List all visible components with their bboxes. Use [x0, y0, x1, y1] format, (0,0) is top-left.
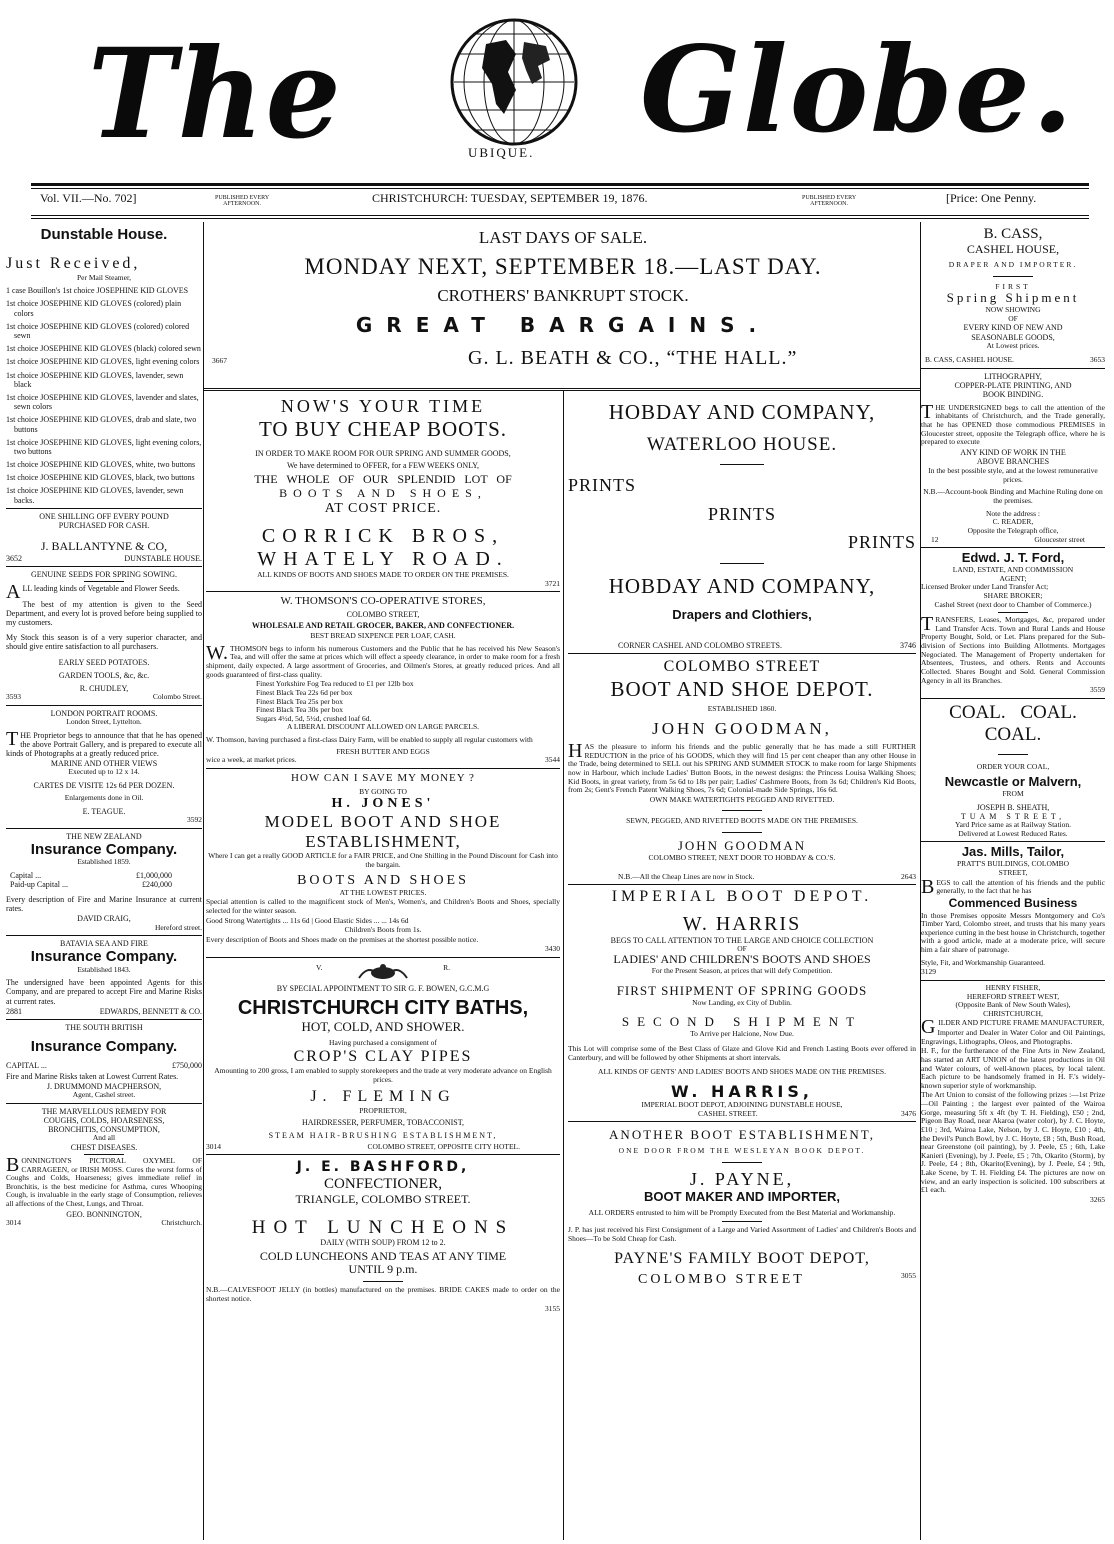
ad-firm: JOHN GOODMAN	[677, 838, 807, 854]
masthead-title-globe: Globe.	[640, 20, 1075, 159]
ad-line: UNTIL 9 p.m.	[348, 1262, 418, 1277]
ad-title: TO BUY CHEAP BOOTS.	[258, 416, 508, 441]
ad-line: EARLY SEED POTATOES.	[58, 657, 150, 667]
beath-bottom-rule-2	[204, 390, 920, 391]
ad-text: THE Proprietor begs to announce that that he has opened the above Portrait Gallery, and is prepared to execute all kinds of Photographs at a greatly reduced price.	[6, 727, 202, 758]
ad-address: STREET,	[998, 867, 1028, 877]
ad-title: Insurance Company.	[30, 1038, 178, 1056]
ad-text: wice a week, at market prices.	[206, 755, 297, 765]
ad-line: For the Present Season, at prices that will defy Competition.	[651, 966, 833, 976]
ad-address: TRIANGLE, COLOMBO STREET.	[295, 1191, 471, 1206]
top-rule	[31, 183, 1089, 186]
ad-value: £1,000,000	[136, 870, 172, 880]
ad-text: HAS the pleasure to inform his friends and the public generally that he has made a still FURTHER REDUCTION in the price of his GOODS, which they will find 15 per cent cheaper than any other House in the Trade, being determined to SELL out his SPRING AND SUMMER STOCK to make room for large Shipments now in Harbour, which include Ladies' Button Boots, in the newest designs: the Princess Louisa Walking Shoes; Kid Boots, in great variety, from 5s 6d to 18s per pair; Ladies' Cashmere Boots, from 3s 6d; Children's Kid Boots, from 2s; Gent's French Patent Walking Shoes, 7s 6d; Colonial-made Side Springs, 16s 6d.	[568, 740, 916, 795]
ad-line: SEASONABLE GOODS,	[971, 332, 1055, 342]
place-date: CHRISTCHURCH: TUESDAY, SEPTEMBER 19, 1876.	[372, 191, 648, 205]
ad-firm: Jas. Mills, Tailor,	[961, 844, 1065, 860]
ad-firm: GEO. BONNINGTON,	[66, 1209, 142, 1219]
ad-title: BOOT AND SHOE DEPOT.	[610, 676, 874, 701]
ad-nz-insurance	[6, 832, 202, 933]
ad-subtitle: THE SOUTH BRITISH	[65, 1022, 143, 1032]
ad-title: BOOK BINDING.	[982, 390, 1044, 400]
ad-number: 3265	[1090, 1194, 1105, 1204]
glove-item: 1st choice JOSEPHINE KID GLOVES, black, two buttons	[6, 473, 195, 483]
ad-address: Opposite the Telegraph office,	[967, 525, 1059, 535]
column-divider-1	[203, 222, 204, 1540]
ad-harris-boots	[568, 888, 916, 1118]
ad-line: BOOTS AND SHOES,	[279, 486, 487, 500]
ad-address: Gloucester street	[1034, 534, 1085, 544]
ad-line: NOW SHOWING	[985, 305, 1041, 315]
ad-text: GILDER AND PICTURE FRAME MANUFACTURER,	[921, 1016, 1105, 1039]
ad-value: £240,000	[142, 879, 172, 889]
ad-line: ABOVE BRANCHES	[976, 456, 1050, 466]
ad-address: WATERLOO HOUSE.	[646, 434, 838, 456]
ad-fleming-baths	[206, 964, 560, 1151]
ad-line: BEGS TO CALL ATTENTION TO THE LARGE AND CHOICE COLLECTION	[610, 935, 874, 945]
ad-address: Agent, Cashel street.	[72, 1089, 136, 1099]
ad-line: PROPRIETOR,	[359, 1105, 407, 1115]
ad-text: ALL leading kinds of Vegetable and Flower Seeds.	[6, 581, 180, 604]
ad-text: N.B.—Account-book Binding and Machine Ruling done on the premises.	[923, 487, 1103, 506]
ad-coal	[921, 702, 1105, 839]
ad-address: Christchurch.	[161, 1217, 202, 1227]
ad-text: Importer and Dealer in Water Color and Oil Paintings, Engravings, Lithographs, Oleos, and Photographs.	[921, 1028, 1105, 1046]
ad-line: OWN MAKE WATERTIGHTS PEGGED AND RIVETTED.	[649, 794, 835, 804]
ad-subtitle: SECOND SHIPMENT	[621, 1014, 863, 1030]
ad-address: COLOMBO STREET, OPPOSITE CITY HOTEL.	[367, 1141, 520, 1151]
ad-title: LAST DAYS OF SALE.	[478, 228, 648, 247]
glove-item: 1st choice JOSEPHINE KID GLOVES, lavender and slates, sewn colors	[6, 392, 199, 412]
ad-number: 3652	[6, 554, 22, 563]
ad-address: Colombo Street.	[152, 692, 202, 702]
ad-line: Delivered at Lowest Reduced Rates.	[958, 828, 1068, 838]
ad-firm: JOSEPH B. SHEATH,	[976, 802, 1050, 812]
ad-title: COLOMBO STREET	[663, 658, 821, 676]
column-4	[921, 226, 1105, 1536]
royal-arms-icon	[353, 964, 413, 980]
ad-heading: Just Received,	[6, 255, 141, 273]
masthead-motto: UBIQUE.	[468, 145, 535, 160]
ad-line: PRINTS	[568, 474, 637, 495]
ad-text: Style, Fit, and Workmanship Guaranteed.	[921, 957, 1046, 967]
ad-subtitle: BATAVIA SEA AND FIRE	[60, 939, 148, 949]
ad-address: COLOMBO STREET, NEXT DOOR TO HOBDAY & CO.'S.	[648, 852, 836, 862]
price: [Price: One Penny.	[946, 191, 1037, 205]
ad-firm: G. L. BEATH & CO., “THE HALL.”	[468, 346, 798, 369]
ad-line: ORDER YOUR COAL,	[976, 761, 1050, 771]
ad-text: In those Premises opposite Messrs Montgomery and Co's Timber Yard, Colombo street, and trusts that his many years experience cutting in the best house in Christchurch, together with a good article, made at a moderate price, will secure him a fair share of patronage.	[921, 910, 1105, 955]
ad-firm: C. READER,	[992, 517, 1034, 527]
ad-headline: GREAT BARGAINS.	[355, 312, 771, 337]
ad-line: STEAM HAIR-BRUSHING ESTABLISHMENT,	[268, 1130, 498, 1140]
ad-line: Licensed Broker under Land Transfer Act;	[921, 582, 1049, 592]
ad-line: At Lowest prices.	[986, 340, 1040, 350]
globe-icon	[446, 14, 582, 152]
glove-item: 1st choice JOSEPHINE KID GLOVES, lavender, sewn backs.	[6, 486, 184, 505]
ad-subtitle: Commenced Business	[948, 895, 1078, 910]
ad-subtitle: HOT, COLD, AND SHOWER.	[301, 1019, 465, 1035]
ad-title: HOW CAN I SAVE MY MONEY ?	[291, 771, 475, 784]
ad-line: BY GOING TO	[359, 786, 407, 796]
ad-address: IMPERIAL BOOT DEPOT, ADJOINING DUNSTABLE HOUSE,	[641, 1100, 843, 1110]
ad-address: London Street, Lyttelton.	[66, 716, 142, 726]
ad-firm: CORRICK BROS,	[261, 524, 505, 547]
ad-address: Cashel Street (next door to Chamber of Commerce.)	[934, 599, 1092, 609]
ad-line: Now Landing, ex City of Dublin.	[692, 997, 792, 1007]
ad-number: 3055	[901, 1270, 916, 1280]
glove-item: 1st choice JOSEPHINE KID GLOVES, light evening colors	[6, 357, 200, 367]
ad-number: 3129	[921, 967, 936, 977]
glove-item: 1st choice JOSEPHINE KID GLOVES, lavender, sewn black	[6, 370, 184, 389]
ad-line: Established 1859.	[77, 856, 131, 866]
ad-line: SHARE BROKER;	[983, 590, 1043, 600]
ad-line: Yard Price same as at Railway Station.	[954, 820, 1072, 830]
ad-title: CROP'S CLAY PIPES	[293, 1047, 473, 1065]
ad-address: HEREFORD STREET WEST,	[966, 991, 1060, 1001]
ad-text: Every description of Boots and Shoes made on the premises at the shortest possible notice.	[206, 934, 479, 944]
ad-firm: J. PAYNE,	[689, 1169, 795, 1190]
ad-text: J. P. has just received his First Consignment of a Large and Varied Assortment of Ladies' and Children's Boots and Shoes—To be Sold Cheap for Cash.	[568, 1225, 916, 1243]
ad-title: HOBDAY AND COMPANY,	[608, 574, 876, 599]
masthead-title-the: The	[88, 20, 343, 167]
ad-firm: J. E. BASHFORD,	[296, 1159, 470, 1176]
ad-line: LAND, ESTATE, AND COMMISSION	[952, 565, 1074, 575]
ad-address: TUAM STREET,	[960, 811, 1066, 821]
published-note-right: PUBLISHED EVERY AFTERNOON.	[802, 195, 857, 208]
column-3	[568, 396, 916, 1536]
ad-line: PRINTS	[707, 503, 776, 524]
ad-address: CHRISTCHURCH,	[983, 1008, 1043, 1018]
ad-subtitle: WHOLESALE AND RETAIL GROCER, BAKER, AND CONFECTIONER.	[251, 620, 515, 630]
ad-text: This Lot will comprise some of the Best Class of Glaze and Glove Kid and French Lasting Boots ever offered in Canterbury, and will be followed by other Shipments at short intervals.	[568, 1043, 916, 1062]
ad-beath-sale	[210, 228, 916, 386]
ad-label: Paid-up Capital ...	[10, 879, 68, 889]
ad-address: CASHEL HOUSE,	[966, 242, 1060, 257]
ad-subtitle: DRAPER AND IMPORTER.	[948, 260, 1078, 270]
ad-text: H. F., for the furtherance of the Fine Arts in New Zealand, has started an ART UNION of the latest productions in Oil and Water colours, of well-known places, by local talent. Each picture to be handsomely framed in H. F.'s widely-known superior style of workmanship.	[921, 1046, 1105, 1090]
tea-item: Finest Black Tea 22s 6d per box	[256, 687, 353, 697]
ad-fisher-gilder	[921, 984, 1105, 1205]
ad-address: Hereford street.	[154, 922, 202, 932]
ad-number: 3476	[901, 1108, 916, 1118]
glove-item: 1st choice JOSEPHINE KID GLOVES, drab and slate, two buttons	[6, 415, 197, 434]
ad-line: FIRST	[995, 281, 1031, 291]
beath-bottom-rule	[204, 388, 920, 389]
ad-corrick-boots	[206, 396, 560, 588]
column-2	[206, 396, 560, 1536]
ad-number: 3430	[545, 944, 560, 954]
ad-value: £750,000	[172, 1061, 202, 1071]
ad-line: Note the address :	[986, 508, 1040, 518]
ad-line: OF	[737, 943, 747, 953]
ad-number: 12	[931, 534, 939, 544]
ad-text: Every description of Fire and Marine Insurance at current rates.	[6, 894, 202, 914]
ad-number: 3653	[1090, 355, 1105, 365]
ad-text: N.B.—CALVESFOOT JELLY (in bottles) manufactured on the premises. BRIDE CAKES made to order on the shortest notice.	[206, 1285, 560, 1303]
ad-ford-agent	[921, 551, 1105, 695]
ad-title: COAL. COAL.	[949, 701, 1077, 723]
ad-title: ANOTHER BOOT ESTABLISHMENT,	[609, 1127, 875, 1143]
ad-title: HOT LUNCHEONS	[251, 1216, 515, 1238]
ad-number: 3746	[900, 641, 916, 651]
ad-payne-boots	[568, 1128, 916, 1288]
ad-number: 3014	[6, 1217, 21, 1227]
ad-bonnington-remedy	[6, 1107, 202, 1228]
ad-subtitle: FIRST SHIPMENT OF SPRING GOODS	[616, 982, 868, 998]
ad-address: DUNSTABLE HOUSE.	[124, 554, 202, 563]
ad-line: ANY KIND OF WORK IN THE	[960, 447, 1066, 457]
ad-dunstable-house	[6, 226, 202, 563]
ad-text: Amounting to 200 gross, I am enabled to supply storekeepers and the trade at very moderate advance on English prices.	[214, 1066, 552, 1084]
glove-item: 1st choice JOSEPHINE KID GLOVES (black) colored sewn	[6, 344, 201, 354]
ad-cass-drapers	[921, 226, 1105, 365]
ad-title: COAL.	[984, 723, 1042, 745]
ad-label: V.	[316, 963, 323, 973]
ad-title: GENUINE SEEDS FOR SPRING SOWING.	[30, 570, 177, 580]
ad-title: Insurance Company.	[30, 840, 178, 858]
glove-item: 1st choice JOSEPHINE KID GLOVES (colored) plain colors	[6, 299, 182, 318]
ad-line: ALL KINDS OF BOOTS AND SHOES MADE TO ORDER ON THE PREMISES.	[257, 569, 509, 579]
ad-number: 3667	[212, 355, 227, 365]
tea-list	[256, 680, 560, 723]
ad-text: In the best possible style, and at the lowest remunerative prices.	[928, 466, 1098, 484]
ad-number: 3155	[545, 1303, 560, 1313]
ad-title: BOOTS AND SHOES	[297, 872, 469, 888]
ad-text: BONNINGTON'S PICTORAL OXYMEL OF CARRAGEEN, or IRISH MOSS. Cures the worst forms of Coughs and Colds, Hoarseness; gives immediate relief in Bronchitis, is the best medicine for Asthma, cures Whooping Cough, is invaluable in the early stage of Consumption, relieves all affections of the Chest, Lungs, and Throat.	[6, 1153, 202, 1209]
ad-number: 3592	[187, 814, 202, 824]
glove-item: 1st choice JOSEPHINE KID GLOVES, white, two buttons	[6, 460, 196, 470]
ad-line: EVERY KIND OF NEW AND	[963, 323, 1063, 333]
ad-text: TRANSFERS, Leases, Mortgages, &c, prepared under Land Transfer Acts. Town and Rural Lands and House Property Bought, Sold, or Let. Plans prepared for the Sub-division of Sections into Building Allotments. Mortgages Negociated. The Management of Property undertaken for Absentees, Trustees, and others. Rents and Accounts Collected. Shares Bought and Sold. General Commission Agency in all its Branches.	[921, 613, 1105, 685]
ad-line: A LIBERAL DISCOUNT ALLOWED ON LARGE PARCELS.	[286, 722, 480, 732]
column-divider-2	[563, 390, 564, 1540]
glove-item: 1st choice JOSEPHINE KID GLOVES, light evening colors, two buttons	[6, 437, 202, 456]
glove-list	[6, 286, 202, 505]
ad-address: CASHEL STREET.	[698, 1108, 758, 1118]
ad-line: Established 1843.	[77, 964, 131, 974]
ad-line: We have determined to OFFER, for a FEW WEEKS ONLY,	[286, 461, 480, 471]
ad-firm: B. CASS,	[983, 226, 1043, 242]
ad-subtitle: BY SPECIAL APPOINTMENT TO SIR G. F. BOWEN, G.C.M.G	[276, 984, 490, 994]
volume-number: Vol. VII.—No. 702]	[40, 191, 137, 205]
ad-text: Good Strong Watertights ... 11s 6d | Good Elastic Sides ... ... 14s 6d	[206, 915, 409, 925]
ad-label: Capital ...	[10, 870, 42, 880]
ad-title: MODEL BOOT AND SHOE	[264, 812, 502, 832]
ad-line: AT THE LOWEST PRICES.	[339, 887, 427, 897]
ad-title: PAYNE'S FAMILY BOOT DEPOT,	[614, 1249, 870, 1267]
ad-number: 2881	[6, 1006, 22, 1016]
ad-seeds	[6, 570, 202, 702]
top-rule-thin	[31, 188, 1089, 189]
ad-text: My Stock this season is of a very superior character, and should give entire satisfaction to all purchasers.	[6, 633, 202, 652]
ad-title: MONDAY NEXT, SEPTEMBER 18.—LAST DAY.	[304, 253, 822, 279]
published-note-left: PUBLISHED EVERY AFTERNOON.	[215, 195, 270, 208]
ad-line: ESTABLISHED 1860.	[707, 703, 777, 713]
ad-text: The best of my attention is given to the Seed Department, and every lot is proved before being supplied to my customers.	[6, 599, 202, 627]
ad-line: COLD LUNCHEONS AND TEAS AT ANY TIME	[259, 1248, 507, 1263]
ad-line: ALL KINDS OF GENTS' AND LADIES' BOOTS AND SHOES MADE ON THE PREMISES.	[598, 1067, 886, 1077]
ad-line: And all	[92, 1133, 116, 1143]
ad-address: (Opposite Bank of New South Wales),	[955, 1000, 1071, 1010]
ad-bashford-confectioner	[206, 1159, 560, 1313]
ad-subtitle: Newcastle or Malvern,	[944, 774, 1082, 790]
ad-line: AGENT;	[999, 573, 1027, 583]
ad-subtitle: THE NEW ZEALAND	[66, 831, 142, 841]
ad-line: OF	[1008, 313, 1018, 323]
ad-text: The undersigned have been appointed Agents for this Company, and are prepared to accept Fire and Marine Risks at current rates.	[6, 978, 202, 1006]
ad-address: PRATT'S BUILDINGS, COLOMBO	[957, 859, 1069, 869]
ad-title: NOW'S YOUR TIME	[280, 396, 486, 416]
ad-firm: EDWARDS, BENNETT & CO.	[99, 1006, 202, 1016]
ad-title: CHRISTCHURCH CITY BATHS,	[237, 997, 529, 1020]
ad-text: Children's Boots from 1s.	[344, 925, 422, 935]
ad-line: To Arrive per Halcione, Now Due.	[690, 1029, 794, 1039]
ad-line: Enlargements done in Oil.	[64, 793, 144, 803]
ad-thomson-stores	[206, 595, 560, 765]
column-1	[6, 226, 202, 1536]
ad-text: BEGS to call the attention of his friends and the public generally, to the fact that he has	[921, 875, 1105, 898]
ad-number: 3593	[6, 692, 21, 702]
ad-firm: W. HARRIS,	[671, 1081, 813, 1101]
dateline-bottom-rule	[31, 215, 1089, 216]
ad-subtitle: CROTHERS' BANKRUPT STOCK.	[437, 285, 689, 305]
ad-line: MARINE AND OTHER VIEWS	[50, 759, 158, 769]
ad-firm: J. FLEMING	[310, 1088, 456, 1106]
ad-firm: B. CASS, CASHEL HOUSE.	[925, 355, 1014, 365]
glove-item: 1st choice JOSEPHINE KID GLOVES (colored) colored sewn	[6, 321, 190, 341]
ad-address: COLOMBO STREET	[638, 1271, 805, 1287]
ad-subtitle: BOOT MAKER AND IMPORTER,	[644, 1188, 840, 1204]
ad-mills-tailor	[921, 845, 1105, 977]
ad-title: LONDON PORTRAIT ROOMS.	[50, 708, 158, 718]
ad-title: HOBDAY AND COMPANY,	[608, 400, 876, 424]
ad-firm: DAVID CRAIG,	[77, 914, 131, 924]
tea-item: Finest Yorkshire Fog Tea reduced to £1 per 12lb box	[256, 679, 414, 689]
tea-item: Finest Black Tea 25s per box	[256, 696, 344, 706]
ad-title: Dunstable House.	[40, 226, 168, 243]
ad-line: FROM	[1002, 789, 1024, 799]
ad-title: Insurance Company.	[30, 948, 178, 966]
ad-title: LITHOGRAPHY,	[984, 372, 1042, 382]
ad-firm: JOHN GOODMAN,	[652, 719, 832, 739]
glove-item: 1 case Bouillon's 1st choice JOSEPHINE KID GLOVES	[6, 286, 189, 296]
ad-label: R.	[443, 963, 450, 973]
tea-item: Sugars 4½d, 5d, 5½d, crushed loaf 6d.	[256, 713, 372, 723]
ad-firm: Edwd. J. T. Ford,	[961, 550, 1065, 566]
ad-title: THE MARVELLOUS REMEDY FOR	[41, 1106, 167, 1116]
ad-title: ESTABLISHMENT,	[305, 831, 461, 851]
ad-title: IMPERIAL BOOT DEPOT.	[611, 888, 873, 906]
ad-line: ONE SHILLING OFF EVERY POUND	[39, 511, 169, 521]
ad-text: W.THOMSON begs to inform his numerous Customers and the Public that he has received his New Season's Tea, and will offer the same at prices which will effect a speedy clearance, in order to make room for a fresh shipment, daily expected. A large assortment of Groceries, and Oilmen's Stores, at greatly reduced prices. And all goods guaranteed of first-class quality.	[206, 641, 560, 679]
ad-line: GARDEN TOOLS, &c, &c.	[58, 670, 150, 680]
ad-line: PRINTS	[847, 532, 916, 553]
ad-line: THE WHOLE OF OUR SPLENDID LOT OF	[254, 472, 512, 487]
ad-firm: H. JONES'	[331, 796, 435, 812]
ad-title: COPPER-PLATE PRINTING, AND	[954, 381, 1072, 391]
ad-number: 3721	[545, 578, 560, 588]
ad-firm: J. BALLANTYNE & CO,	[40, 539, 168, 554]
tea-item: Finest Black Tea 30s per box	[256, 705, 344, 715]
ad-label: CAPITAL ...	[6, 1061, 47, 1071]
ad-address: CORNER CASHEL AND COLOMBO STREETS.	[618, 641, 782, 651]
ad-number: 3559	[1090, 685, 1105, 695]
ad-batavia-insurance	[6, 939, 202, 1016]
ad-firm: W. HARRIS	[682, 912, 802, 935]
ad-line: DAILY (WITH SOUP) FROM 12 to 2.	[320, 1238, 446, 1248]
ad-line: Executed up to 12 x 14.	[68, 767, 140, 777]
ad-firm: HENRY FISHER,	[985, 982, 1041, 992]
ad-line: PURCHASED FOR CASH.	[58, 521, 150, 531]
ad-firm: E. TEAGUE.	[82, 806, 126, 816]
ad-number: 3544	[545, 755, 560, 765]
ad-text: Fire and Marine Risks taken at Lowest Current Rates.	[6, 1071, 179, 1081]
dateline-bottom-rule-2	[31, 218, 1089, 219]
ad-line: CARTES DE VISITE 12s 6d PER DOZEN.	[33, 780, 175, 790]
ad-subtitle: Drapers and Clothiers,	[672, 607, 812, 623]
ad-line: AT COST PRICE.	[324, 500, 442, 516]
ad-lithography	[921, 372, 1105, 544]
ad-title: W. THOMSON'S CO-OPERATIVE STORES,	[280, 595, 486, 608]
ad-text: Special attention is called to the magnificent stock of Men's, Women's, and Children's Boots and Shoes, specially selected for the winter season.	[206, 897, 560, 915]
ad-firm: R. CHUDLEY,	[79, 683, 129, 693]
ad-line: Having purchased a consignment of	[329, 1038, 437, 1048]
ad-subtitle: Per Mail Steamer,	[76, 272, 132, 282]
ad-title: Spring Shipment	[946, 290, 1080, 306]
ad-text: The Art Union to consist of the following prizes :—1st Prize—Oil Painting ; the largest ever painted of the Wairoa Gorge, measuring 5ft x 4ft (by T. H. Fielding), £50 ; 2nd, Pigeon Bay Road, near Akaroa (water color), by J. C. Hoyte, £10 ; 3rd, Wairoa Lake, Nelson, by J. C. Hoyte, £10 ; 4th, the Devil's Punch Bowl, by J. C. Hoyte, £8 ; 5th, Bush Road, near Greenstone (oil painting), by J. Peele, £5 ; 6th, Lake Kanieri (Evening), by J. Peele, £5 ; 7th, Okarito (Storm), by J. Peele, £4 ; 8th, Okarito(Evening), by J. Peele, £4 ; 9th, Lake Scene, by T. H. Fielding £4. The pictures are now on view, and an early inspection is solicited. 100 subscribers at £1 each.	[921, 1090, 1105, 1195]
ad-address: COLOMBO STREET,	[346, 609, 420, 619]
ad-line: SEWN, PEGGED, AND RIVETTED BOOTS MADE ON THE PREMISES.	[626, 816, 858, 826]
ad-text: W. Thomson, having purchased a first-class Dairy Farm, will be enabled to supply all regular customers with	[206, 735, 533, 745]
ad-number: 3014	[206, 1141, 221, 1151]
ad-line: FRESH BUTTER AND EGGS	[336, 746, 430, 756]
ad-line: N.B.—All the Cheap Lines are now in Stock.	[618, 871, 755, 881]
ad-number: 2643	[901, 871, 916, 881]
ad-line: ONE DOOR FROM THE WESLEYAN BOOK DEPOT.	[618, 1146, 866, 1156]
masthead	[0, 0, 1114, 186]
ad-line: IN ORDER TO MAKE ROOM FOR OUR SPRING AND SUMMER GOODS,	[255, 448, 511, 458]
ad-text: THE UNDERSIGNED begs to call the attention of the inhabitants of Christchurch, and the Trade generally, that he has OPENED those commodious PREMISES in Gloucester street, opposite the Telegraph office, where he is prepared to execute	[921, 400, 1105, 447]
ad-title: CHEST DISEASES.	[70, 1142, 138, 1152]
ad-text: Where I can get a really GOOD ARTICLE for a FAIR PRICE, and One Shilling in the Pound Discount for Cash into the bargain.	[208, 851, 558, 869]
ad-jones-boots	[206, 772, 560, 954]
ad-portrait-rooms	[6, 709, 202, 825]
ad-subtitle: CONFECTIONER,	[324, 1175, 442, 1192]
ad-title: COUGHS, COLDS, HOARSENESS,	[43, 1115, 165, 1125]
ad-address: WHATELY ROAD.	[257, 547, 509, 570]
ad-line: HAIRDRESSER, PERFUMER, TOBACCONIST,	[301, 1118, 465, 1128]
ad-goodman-boots	[568, 658, 916, 881]
ad-line: BEST BREAD SIXPENCE PER LOAF, CASH.	[310, 631, 456, 641]
ad-title: BRONCHITIS, CONSUMPTION,	[48, 1124, 160, 1134]
ad-subtitle: LADIES' AND CHILDREN'S BOOTS AND SHOES	[613, 952, 871, 967]
ad-hobday-company	[568, 400, 916, 650]
ad-text: ALL ORDERS entrusted to him will be Promptly Executed from the Best Material and Workmanship.	[588, 1207, 896, 1217]
ad-firm: J. DRUMMOND MACPHERSON,	[46, 1081, 162, 1091]
ad-south-british-insurance	[6, 1023, 202, 1100]
